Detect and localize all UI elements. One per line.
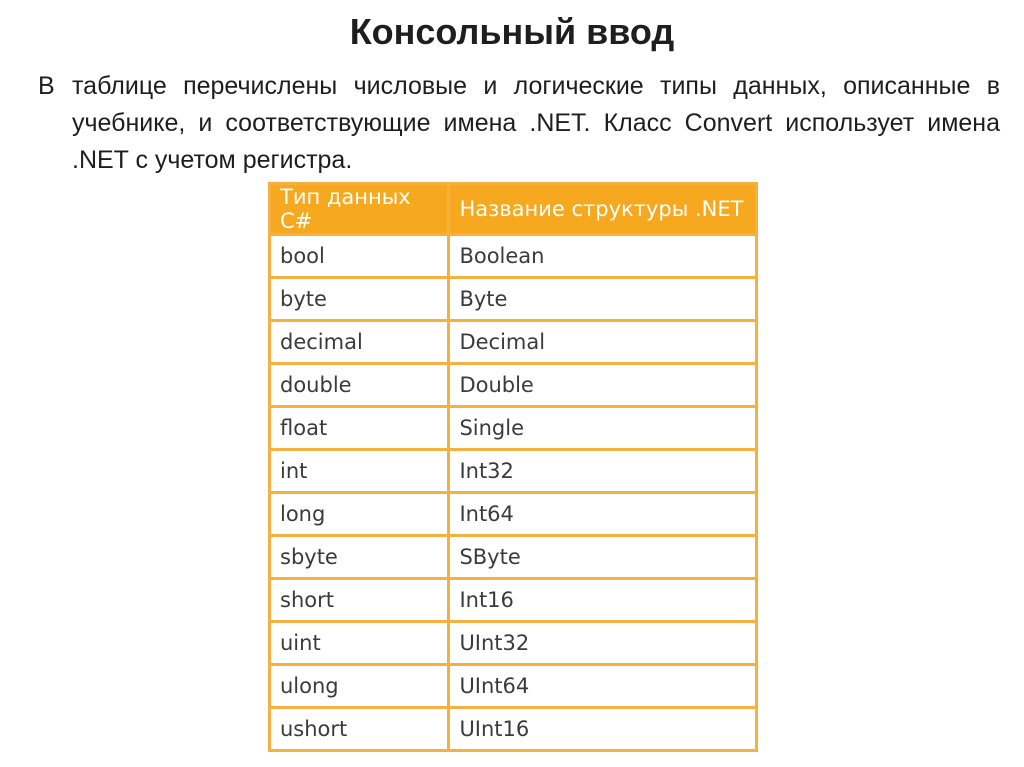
csharp-type-cell: float — [270, 407, 449, 450]
net-structure-cell: Boolean — [449, 235, 757, 278]
types-table-container — [268, 182, 758, 750]
csharp-type-cell: ulong — [270, 665, 449, 708]
intro-text: таблице перечислены числовые и логические типы данных, описанные в учебнике, и соответствующие имена .NET. Класс Convert использует имена .NET с учетом регистра. — [72, 72, 1000, 174]
table-row — [270, 364, 757, 407]
header-csharp-type: Тип данных C# — [270, 184, 449, 235]
csharp-type-cell: decimal — [270, 321, 449, 364]
header-net-structure: Название структуры .NET — [449, 184, 757, 235]
csharp-type-cell: sbyte — [270, 536, 449, 579]
net-structure-cell: Decimal — [449, 321, 757, 364]
table-row — [270, 708, 757, 751]
page-title: Консольный ввод — [349, 11, 675, 52]
net-structure-cell: UInt32 — [449, 622, 757, 665]
net-structure-cell: Byte — [449, 278, 757, 321]
net-structure-cell: Double — [449, 364, 757, 407]
csharp-type-cell: ushort — [270, 708, 449, 751]
table-row — [270, 622, 757, 665]
csharp-type-cell: double — [270, 364, 449, 407]
table-row — [270, 536, 757, 579]
types-table — [268, 182, 758, 752]
csharp-type-cell: byte — [270, 278, 449, 321]
csharp-type-cell: long — [270, 493, 449, 536]
table-row — [270, 579, 757, 622]
net-structure-cell: UInt64 — [449, 665, 757, 708]
csharp-type-cell: short — [270, 579, 449, 622]
table-row — [270, 278, 757, 321]
table-header-row — [270, 184, 757, 235]
table-row — [270, 665, 757, 708]
net-structure-cell: Int16 — [449, 579, 757, 622]
csharp-type-cell: uint — [270, 622, 449, 665]
intro-first-word: В — [38, 72, 55, 100]
csharp-type-cell: int — [270, 450, 449, 493]
table-row — [270, 235, 757, 278]
table-row — [270, 493, 757, 536]
net-structure-cell: Int32 — [449, 450, 757, 493]
table-row — [270, 321, 757, 364]
csharp-type-cell: bool — [270, 235, 449, 278]
net-structure-cell: Int64 — [449, 493, 757, 536]
net-structure-cell: Single — [449, 407, 757, 450]
intro-paragraph — [38, 68, 1000, 179]
net-structure-cell: SByte — [449, 536, 757, 579]
table-row — [270, 450, 757, 493]
net-structure-cell: UInt16 — [449, 708, 757, 751]
table-row — [270, 407, 757, 450]
